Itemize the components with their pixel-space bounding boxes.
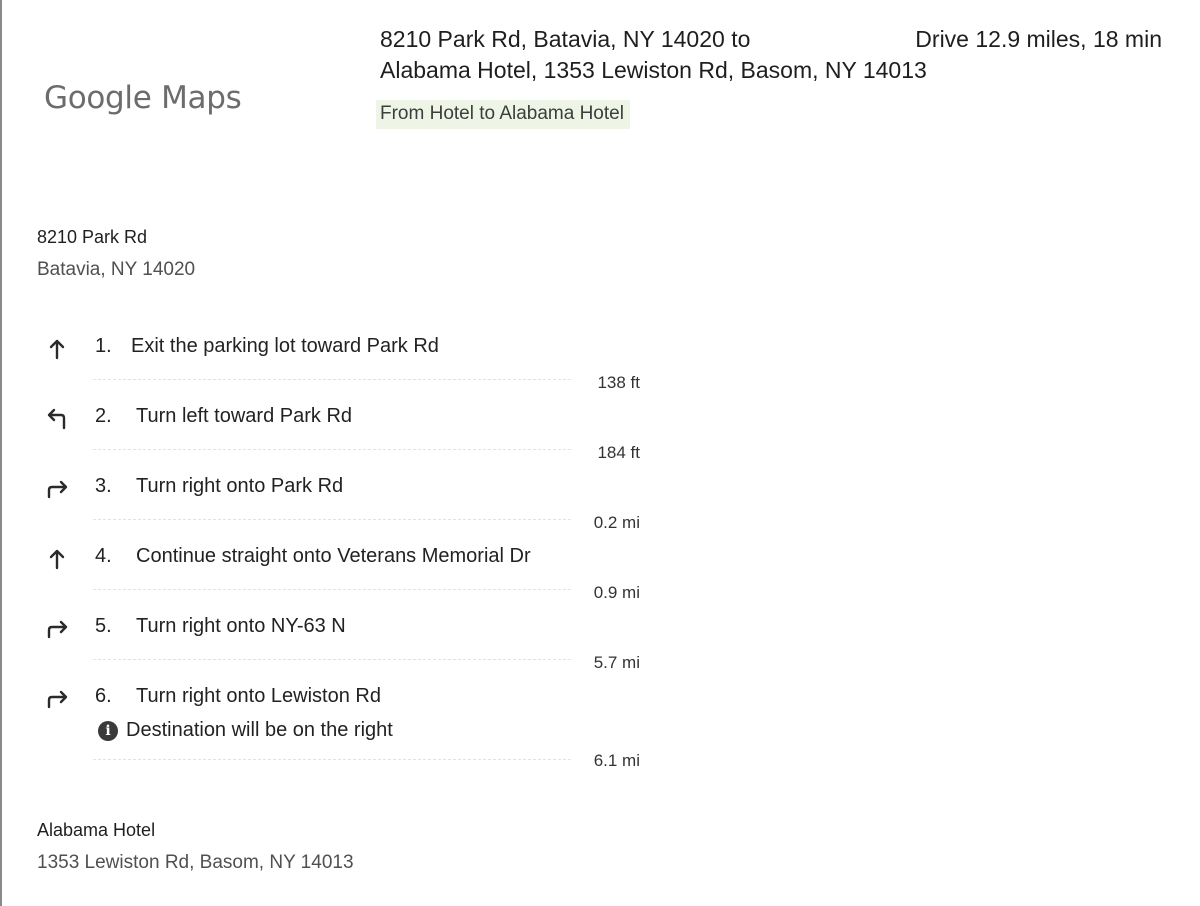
direction-step-3 <box>0 465 700 535</box>
step-divider <box>93 589 571 590</box>
origin-address: Batavia, NY 14020 <box>37 259 196 280</box>
destination-address: 1353 Lewiston Rd, Basom, NY 14013 <box>37 852 354 873</box>
step-divider <box>93 519 571 520</box>
step-instruction: Turn right onto Lewiston Rd <box>136 685 381 707</box>
google-maps-logo: Google Maps <box>44 80 242 116</box>
step-distance: 0.2 mi <box>593 513 640 532</box>
step-divider <box>93 379 571 380</box>
direction-step-2 <box>0 395 700 465</box>
step-instruction: Turn right onto Park Rd <box>136 475 344 497</box>
step-number: 2. <box>95 405 112 427</box>
route-summary: Drive 12.9 miles, 18 min <box>915 26 1162 52</box>
route-title <box>380 24 927 86</box>
step-divider <box>93 759 571 760</box>
step-note <box>98 719 393 742</box>
straight-arrow-icon <box>42 333 72 363</box>
step-instruction: Continue straight onto Veterans Memorial Dr <box>136 545 531 567</box>
step-instruction: Turn left toward Park Rd <box>136 405 353 427</box>
turn-left-icon <box>42 403 72 433</box>
step-divider <box>93 449 571 450</box>
step-number: 5. <box>95 615 112 637</box>
route-title-line-1: 8210 Park Rd, Batavia, NY 14020 to <box>380 26 751 52</box>
step-number: 4. <box>95 545 112 567</box>
step-divider <box>93 659 571 660</box>
origin-name: 8210 Park Rd <box>37 227 148 247</box>
step-distance: 138 ft <box>597 373 640 392</box>
step-number: 3. <box>95 475 112 497</box>
turn-right-icon <box>42 683 72 713</box>
step-distance: 0.9 mi <box>593 583 640 602</box>
info-icon: i <box>98 721 118 741</box>
step-distance: 6.1 mi <box>593 751 640 770</box>
straight-arrow-icon <box>42 543 72 573</box>
direction-step-1 <box>0 325 700 395</box>
turn-right-icon <box>42 473 72 503</box>
route-title-line-2: Alabama Hotel, 1353 Lewiston Rd, Basom, NY 14013 <box>380 57 927 83</box>
route-subtitle: From Hotel to Alabama Hotel <box>376 100 630 129</box>
direction-step-5 <box>0 605 700 675</box>
direction-step-4 <box>0 535 700 605</box>
step-number: 6. <box>95 685 112 707</box>
step-distance: 5.7 mi <box>593 653 640 672</box>
step-note-text: Destination will be on the right <box>126 719 393 741</box>
step-instruction: Exit the parking lot toward Park Rd <box>131 335 439 357</box>
destination-name: Alabama Hotel <box>37 820 156 840</box>
step-distance: 184 ft <box>597 443 640 462</box>
step-number: 1. <box>95 335 112 357</box>
step-instruction: Turn right onto NY-63 N <box>136 615 346 637</box>
direction-step-6 <box>0 675 700 775</box>
turn-right-icon <box>42 613 72 643</box>
